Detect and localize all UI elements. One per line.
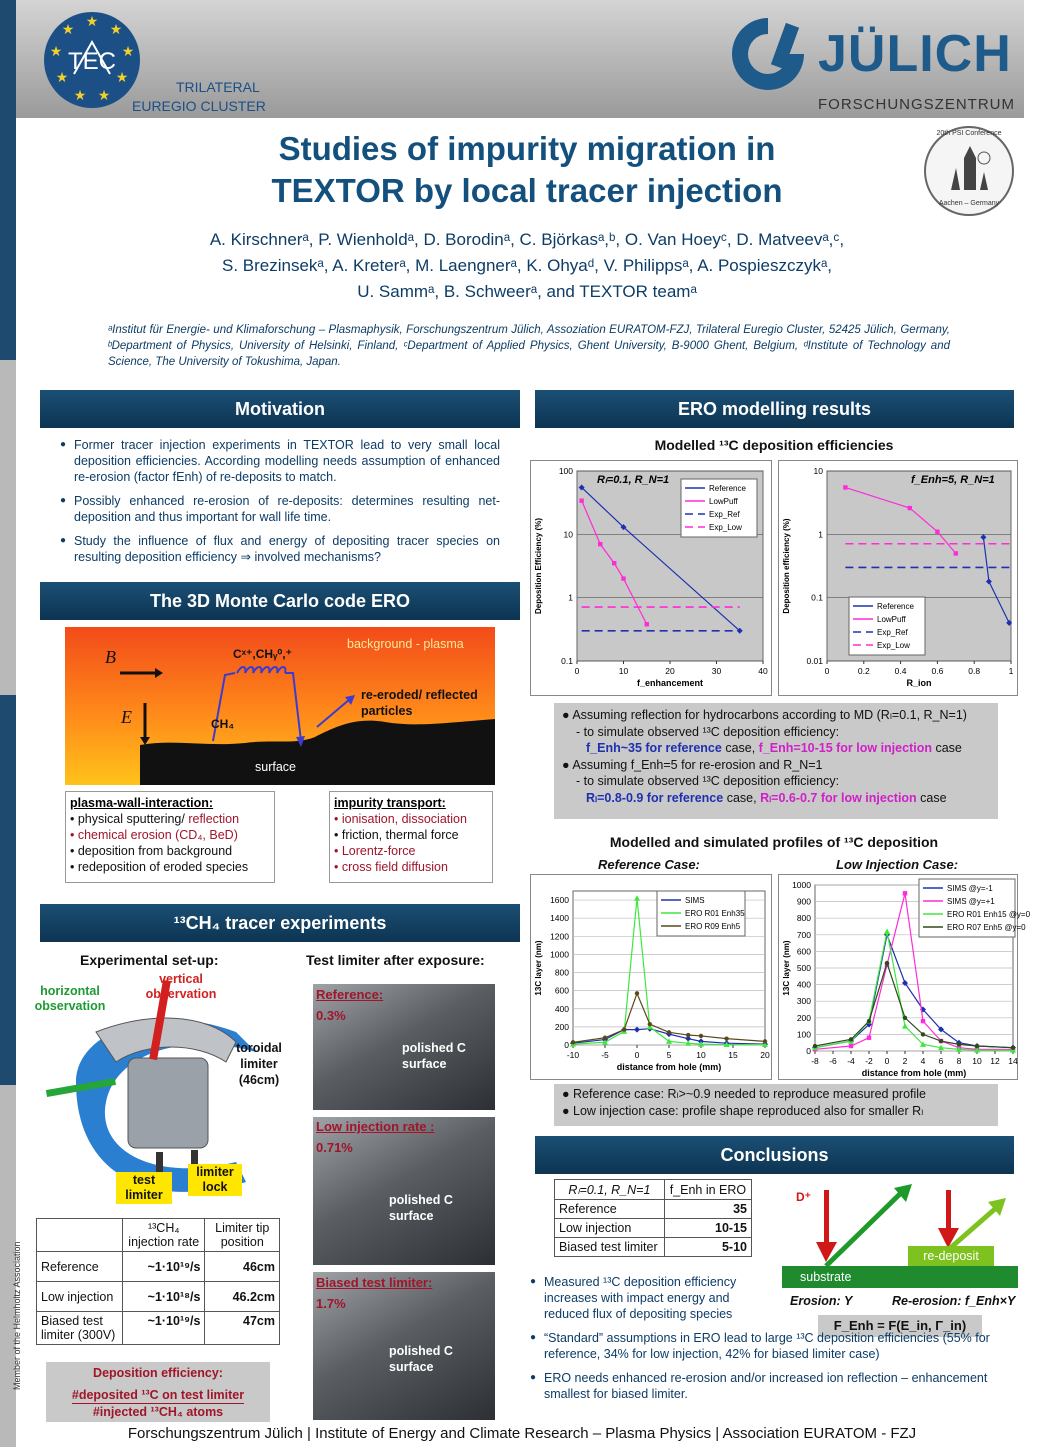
note-line: - to simulate observed ¹³C deposition efficiency: [576, 724, 840, 739]
x-tick-label: 0 [634, 1050, 640, 1060]
y-tick-label: 1600 [550, 895, 569, 906]
limiter-lock-label: limiter lock [188, 1164, 242, 1196]
x-tick-label: -8 [811, 1056, 819, 1066]
authors-line-2: S. Brezinsekᵃ, A. Kreterᵃ, M. Laengnerᵃ, K. Ohyaᵈ, V. Philippsᵃ, A. Pospieszczykᵃ, [221, 256, 833, 275]
y-tick-label: 100 [796, 1029, 811, 1040]
table-cell: 5-10 [664, 1238, 751, 1257]
note-highlight-magenta: Rₗ=0.6-0.7 for low injection [760, 790, 917, 805]
conclusions-heading: Conclusions [535, 1136, 1014, 1174]
note-text: Assuming f_Enh=5 for re-erosion and R_N=1 [572, 757, 823, 772]
chart-efficiency-fenh [530, 460, 772, 696]
data-point [686, 1033, 690, 1037]
surface-label: surface [255, 760, 296, 774]
data-point [867, 1019, 871, 1023]
photo-surface: polished C surface [402, 1041, 466, 1071]
y-tick-label: 900 [796, 896, 811, 907]
transport-item: • ionisation, dissociation [334, 812, 467, 826]
x-tick-label: 0.8 [968, 666, 981, 676]
y-tick-label: 700 [796, 929, 811, 940]
legend-entry: Exp_Ref [709, 510, 740, 519]
photo-label: Reference: [316, 987, 384, 1002]
julich-sub: FORSCHUNGSZENTRUM [818, 96, 1015, 113]
x-tick-label: 0 [824, 666, 830, 676]
legend-entry: ERO R01 Enh15 @y=0 [947, 910, 1031, 919]
chart-title: Rₗ=0.1, R_N=1 [597, 474, 670, 486]
chart-efficiency-rion [778, 460, 1018, 696]
x-tick-label: 0 [574, 666, 580, 676]
chart-svg [779, 875, 1031, 1081]
e-field-label: E [121, 707, 132, 727]
x-tick-label: 1 [1008, 666, 1014, 676]
x-axis-label: distance from hole (mm) [861, 1068, 967, 1078]
tec-name-1: TRILATERAL [176, 79, 260, 95]
svg-text:★: ★ [61, 21, 75, 37]
tec-name-2: EUREGIO CLUSTER [132, 98, 266, 114]
photo-surface: polished C surface [389, 1344, 453, 1374]
pwi-item: • chemical erosion (CD₄, BeD) [70, 828, 238, 842]
x-axis-label: R_ion [906, 678, 932, 688]
y-tick-label: 1 [568, 592, 573, 603]
transport-item: • friction, thermal force [334, 828, 459, 842]
chart-title: f_Enh=5, R_N=1 [911, 474, 995, 486]
y-tick-label: 10 [563, 529, 573, 540]
data-point [813, 1044, 817, 1048]
pwi-item-red: reflection [188, 812, 240, 826]
y-axis-label: Deposition Efficiency (%) [534, 517, 543, 615]
psi-seal-text-1: 20th PSI Conference [936, 130, 1002, 137]
transport-title: impurity transport: [334, 796, 446, 810]
profile-title: Modelled and simulated profiles of ¹³C deposition [609, 834, 939, 850]
svg-text:★: ★ [121, 43, 135, 59]
title-line-2: TEXTOR by local tracer injection [271, 172, 783, 209]
b-field-label: B [105, 647, 116, 667]
table-cell: ~1·10¹⁹/s [123, 1252, 205, 1282]
data-point [667, 1030, 671, 1034]
conclusion-bullet: ● “Standard” assumptions in ERO lead to large ¹³C deposition efficiencies (55% for reference, 34% for low injection, 42% for biased limiter case) [530, 1330, 996, 1362]
data-point [645, 622, 649, 626]
table-cell: 46cm [205, 1252, 280, 1282]
table-header-row [37, 1219, 280, 1252]
table-cell: ~1·10¹⁹/s [123, 1312, 205, 1345]
tec-logo [44, 12, 140, 108]
erosion-label: Erosion: Y [790, 1294, 853, 1308]
x-tick-label: -5 [601, 1050, 609, 1060]
affiliations: ᵃInstitut für Energie- und Klimaforschung – Plasmaphysik, Forschungszentrum Jülich, Assoziation EURATOM-FZJ, Trilateral Euregio Cluster, 52425 Jülich, Germany, ᵇDepartment of Physics, University of Helsinki, Finland, ᶜDepartment of Applied Physics, Ghent University, B-9000 Ghent, Belgium, ᵈInstitute of Technology and Science, The University of Tokushima, Japan. [108, 324, 950, 368]
table-cell: Rₗ=0.1, R_N=1 [555, 1180, 665, 1200]
y-tick-label: 0.1 [561, 656, 573, 666]
data-point [612, 561, 616, 565]
photo-value: 0.3% [316, 1008, 346, 1023]
photo-value: 1.7% [316, 1296, 346, 1311]
chart-svg [531, 875, 773, 1081]
y-axis-label: 13C layer (nm) [534, 940, 543, 996]
data-point [622, 1027, 626, 1031]
chart-profile-low [778, 874, 1031, 1080]
profile-note: ● Low injection case: profile shape reproduced also for smaller Rₗ [562, 1103, 924, 1118]
legend-entry: ERO R01 Enh35 [685, 909, 745, 918]
photo-label: Low injection rate : [316, 1119, 435, 1134]
table-cell: f_Enh in ERO [664, 1180, 751, 1200]
reference-case-label: Reference Case: [598, 857, 700, 872]
data-point [885, 961, 889, 965]
y-tick-label: 10 [813, 466, 823, 476]
legend-entry: SIMS @y=-1 [947, 884, 993, 893]
table-row [37, 1282, 280, 1312]
x-tick-label: -6 [829, 1056, 837, 1066]
x-tick-label: 20 [760, 1050, 770, 1060]
note-line [562, 790, 990, 807]
data-point [954, 551, 958, 555]
data-point [903, 1016, 907, 1020]
x-tick-label: -10 [566, 1050, 580, 1060]
data-point [603, 1036, 607, 1040]
y-tick-label: 100 [558, 466, 573, 476]
svg-text:★: ★ [73, 87, 87, 103]
note-text: case, [725, 741, 759, 755]
fenh-formula: F_Enh = F(E_in, Γ_in) [818, 1315, 982, 1337]
legend-entry: Exp_Ref [877, 628, 908, 637]
data-point [849, 1037, 853, 1041]
julich-name: JÜLICH [818, 25, 1012, 83]
note-line: - to simulate observed ¹³C deposition efficiency: [576, 774, 840, 788]
y-tick-label: 200 [554, 1021, 569, 1032]
table-cell: Low injection [37, 1282, 123, 1312]
x-tick-label: -4 [847, 1056, 855, 1066]
y-tick-label: 0 [806, 1046, 811, 1056]
table-row [555, 1200, 752, 1219]
table-cell: Low injection [555, 1219, 665, 1238]
legend-entry: LowPuff [877, 615, 906, 624]
y-tick-label: 400 [796, 979, 811, 990]
data-point [598, 542, 602, 546]
svg-text:★: ★ [85, 13, 99, 29]
table-cell: 10-15 [664, 1219, 751, 1238]
dep-eff-denominator: #injected ¹³CH₄ atoms [92, 1405, 224, 1419]
pwi-title: plasma-wall-interaction: [70, 796, 214, 810]
setup-title: Experimental set-up: [80, 952, 219, 968]
x-tick-label: 2 [902, 1056, 908, 1066]
note-line: ● Assuming f_Enh=5 for re-erosion and R_N=1 [562, 757, 823, 772]
efficiency-title: Modelled ¹³C deposition efficiencies [654, 437, 894, 453]
note-highlight-blue: f_Enh~35 for reference [586, 741, 722, 755]
ch4-label: CH₄ [211, 717, 235, 731]
chart-profile-reference [530, 874, 772, 1080]
redeposit-layer: re-deposit [908, 1246, 994, 1266]
data-point [935, 530, 939, 534]
table-row [37, 1252, 280, 1282]
profile-notes [554, 1084, 998, 1126]
profile-note: ● Reference case: Rₗ>~0.9 needed to reproduce measured profile [562, 1087, 927, 1101]
injection-table [36, 1218, 280, 1345]
legend-entry: Reference [709, 484, 746, 493]
vertical-observation-label: vertical observation [145, 972, 217, 1001]
motivation-bullets [60, 437, 500, 573]
data-point [571, 1040, 575, 1044]
y-tick-label: 800 [796, 913, 811, 924]
svg-text:★: ★ [49, 43, 63, 59]
table-cell: Biased test limiter [555, 1238, 665, 1257]
x-tick-label: 40 [758, 666, 768, 676]
ion-label: Cˣ⁺,CHᵧ⁰,⁺ [233, 647, 292, 661]
svg-text:★: ★ [115, 69, 129, 85]
note-text: Assuming reflection for hydrocarbons according to MD (Rₗ=0.1, R_N=1) [572, 708, 967, 722]
note-text: case [931, 741, 962, 755]
conclusion-bullet: ● ERO needs enhanced re-erosion and/or increased ion reflection – enhancement smallest for biased limiter. [530, 1370, 996, 1402]
legend-entry: ERO R09 Enh5 [685, 922, 741, 931]
table-row [555, 1238, 752, 1257]
left-strip-grey [0, 360, 16, 695]
data-point [635, 991, 639, 995]
substrate-layer: substrate [782, 1266, 1018, 1288]
y-tick-label: 500 [796, 963, 811, 973]
motivation-bullet: ● Study the influence of flux and energy of depositing tracer species on resulting deposition efficiency ⇒ involved mechanisms? [60, 533, 500, 565]
data-point [921, 1032, 925, 1036]
left-strip-blue-2 [0, 695, 16, 1085]
note-text: case, [726, 790, 761, 805]
data-point [579, 498, 583, 502]
reeroded-label: re-eroded/ reflected particles [361, 688, 478, 718]
results-heading: ERO modelling results [535, 390, 1014, 428]
data-point [724, 1036, 728, 1040]
data-point [621, 576, 625, 580]
data-point [1011, 1045, 1015, 1049]
table-cell: 35 [664, 1200, 751, 1219]
x-tick-label: 10 [618, 666, 629, 676]
note-highlight-blue: Rₗ=0.8-0.9 for reference [586, 790, 724, 805]
data-point [939, 1039, 943, 1043]
legend-entry: SIMS @y=+1 [947, 897, 995, 906]
y-tick-label: 0 [564, 1040, 569, 1050]
conclusion-bullet: ● Measured ¹³C deposition efficiency increases with impact energy and reduced flux of depositing species [530, 1274, 760, 1322]
y-tick-label: 1 [818, 529, 823, 540]
psi-seal-text-2: Aachen – Germany [938, 200, 1000, 207]
legend-entry: Exp_Low [877, 641, 910, 650]
legend-entry: Reference [877, 602, 914, 611]
background-label: background - plasma [347, 637, 464, 651]
ero-diagram [65, 627, 495, 785]
authors-line-1: A. Kirschnerᵃ, P. Wienholdᵃ, D. Borodinᵃ, C. Björkasᵃ,ᵇ, O. Van Hoeyᶜ, D. Matveevᵃ,ᶜ, [209, 230, 845, 249]
data-point [957, 1042, 961, 1046]
data-point [921, 1019, 925, 1023]
table-cell [37, 1219, 123, 1252]
x-tick-label: 10 [972, 1056, 982, 1066]
table-cell: ~1·10¹⁸/s [123, 1282, 205, 1312]
legend-entry: ERO R07 Enh5 @y=0 [947, 923, 1026, 932]
dep-eff-numerator: #deposited ¹³C on test limiter [71, 1388, 245, 1402]
x-tick-label: -2 [865, 1056, 873, 1066]
note-line: ● Assuming reflection for hydrocarbons according to MD (Rₗ=0.1, R_N=1) [562, 708, 967, 722]
note-text: case [916, 790, 947, 805]
tec-logo-text: TEC [68, 48, 116, 75]
reerosion-label: Re-erosion: f_Enh×Y [892, 1294, 1016, 1308]
y-axis-label: 13C layer (nm) [782, 940, 791, 996]
tracer-heading: ¹³CH₄ tracer experiments [40, 904, 520, 942]
title-line-1: Studies of impurity migration in [278, 130, 776, 167]
motivation-bullet: ● Former tracer injection experiments in TEXTOR lead to very small local deposition efficiencies. According modelling needs assumption of enhanced re-erosion (factor fEnh) of re-deposits to match. [60, 437, 500, 485]
x-tick-label: 0.6 [931, 666, 944, 676]
data-point [903, 891, 907, 895]
y-tick-label: 200 [796, 1012, 811, 1023]
legend-entry: SIMS [685, 896, 705, 905]
results-notes [554, 703, 998, 819]
svg-text:★: ★ [97, 87, 111, 103]
psi-seal [924, 126, 1014, 216]
authors-line-3: U. Sammᵃ, B. Schweerᵃ, and TEXTOR teamᵃ [357, 282, 697, 301]
data-point [648, 1022, 652, 1026]
y-tick-label: 1000 [792, 880, 811, 890]
pwi-item-text: • physical sputtering/ [70, 812, 189, 826]
x-tick-label: 0 [884, 1056, 890, 1066]
legend-entry: LowPuff [709, 497, 738, 506]
data-point [867, 1036, 871, 1040]
ero-code-heading: The 3D Monte Carlo code ERO [40, 582, 520, 620]
data-point [763, 1039, 767, 1043]
textor-setup-drawing [36, 972, 306, 1212]
table-header-row [555, 1180, 752, 1200]
photo-label: Biased test limiter: [316, 1275, 433, 1290]
x-tick-label: 0.4 [894, 666, 907, 676]
y-tick-label: 800 [554, 967, 569, 978]
dep-eff-title: Deposition efficiency: [93, 1366, 223, 1380]
horizontal-observation-label: horizontal observation [34, 984, 106, 1013]
x-axis-label: f_enhancement [636, 678, 704, 688]
y-tick-label: 0.01 [806, 656, 823, 666]
julich-logo-mark [722, 14, 814, 92]
motivation-bullet: ● Possibly enhanced re-erosion of re-deposits: determines resulting net-deposition and thus important for wall life time. [60, 493, 500, 525]
x-tick-label: 14 [1008, 1056, 1018, 1066]
table-cell: Limiter tip position [205, 1219, 280, 1252]
y-tick-label: 0.1 [811, 592, 823, 603]
table-cell: ¹³CH₄ injection rate [123, 1219, 205, 1252]
motivation-heading: Motivation [40, 390, 520, 428]
toroidal-limiter-label: toroidal limiter (46cm) [236, 1041, 282, 1087]
x-tick-label: 12 [990, 1056, 1000, 1066]
y-tick-label: 600 [554, 985, 569, 996]
low-case-label: Low Injection Case: [836, 857, 959, 872]
x-tick-label: 10 [696, 1050, 706, 1060]
note-highlight-magenta: f_Enh=10-15 for low injection [758, 741, 932, 755]
x-tick-label: 4 [920, 1056, 926, 1066]
table-cell: Reference [37, 1252, 123, 1282]
y-tick-label: 600 [796, 946, 811, 957]
data-point [908, 506, 912, 510]
fenh-table [554, 1179, 752, 1257]
pwi-item [70, 811, 270, 827]
table-row [37, 1312, 280, 1345]
chart-svg [531, 461, 773, 697]
pwi-item: • redeposition of eroded species [70, 860, 249, 874]
y-tick-label: 1400 [550, 913, 569, 924]
helmholtz-side-note: Member of the Helmholtz Association [12, 1241, 22, 1390]
x-tick-label: 0.2 [857, 666, 870, 676]
pwi-item: • deposition from background [70, 844, 233, 858]
photo-surface: polished C surface [389, 1193, 453, 1223]
data-point [975, 1044, 979, 1048]
y-tick-label: 300 [796, 996, 811, 1007]
transport-box [329, 791, 493, 883]
photo-value: 0.71% [316, 1140, 353, 1155]
test-limiter-label: test limiter [116, 1172, 172, 1204]
table-cell: 46.2cm [205, 1282, 280, 1312]
x-tick-label: 5 [666, 1050, 672, 1060]
footer-text: Forschungszentrum Jülich | Institute of Energy and Climate Research – Plasma Physics | Association EURATOM - FZJ [127, 1425, 917, 1442]
x-tick-label: 15 [728, 1050, 738, 1060]
table-cell: 47cm [205, 1312, 280, 1345]
note-line [562, 740, 990, 757]
x-tick-label: 30 [711, 666, 722, 676]
svg-text:★: ★ [55, 69, 69, 85]
conclusion-bullets [530, 1274, 996, 1410]
table-row [555, 1219, 752, 1238]
deposition-efficiency-box [46, 1362, 270, 1422]
svg-text:★: ★ [109, 21, 123, 37]
pwi-box [65, 791, 275, 883]
transport-item: • cross field diffusion [334, 860, 448, 874]
x-tick-label: 6 [938, 1056, 944, 1066]
table-cell: Biased test limiter (300V) [37, 1312, 123, 1345]
y-tick-label: 1000 [550, 949, 569, 960]
exposure-title: Test limiter after exposure: [306, 952, 485, 968]
data-point [843, 485, 847, 489]
data-point [699, 1034, 703, 1038]
table-cell: Reference [555, 1200, 665, 1219]
y-tick-label: 400 [554, 1003, 569, 1014]
transport-item: • Lorentz-force [334, 844, 416, 858]
x-axis-label: distance from hole (mm) [616, 1062, 722, 1072]
x-tick-label: 20 [665, 666, 675, 676]
data-point [849, 1044, 853, 1048]
y-axis-label: Deposition efficiency (%) [782, 518, 791, 614]
legend-entry: Exp_Low [709, 523, 742, 532]
y-tick-label: 1200 [550, 931, 569, 942]
chart-svg [779, 461, 1019, 697]
d-plus-label: D⁺ [796, 1190, 811, 1204]
x-tick-label: 8 [956, 1056, 962, 1066]
